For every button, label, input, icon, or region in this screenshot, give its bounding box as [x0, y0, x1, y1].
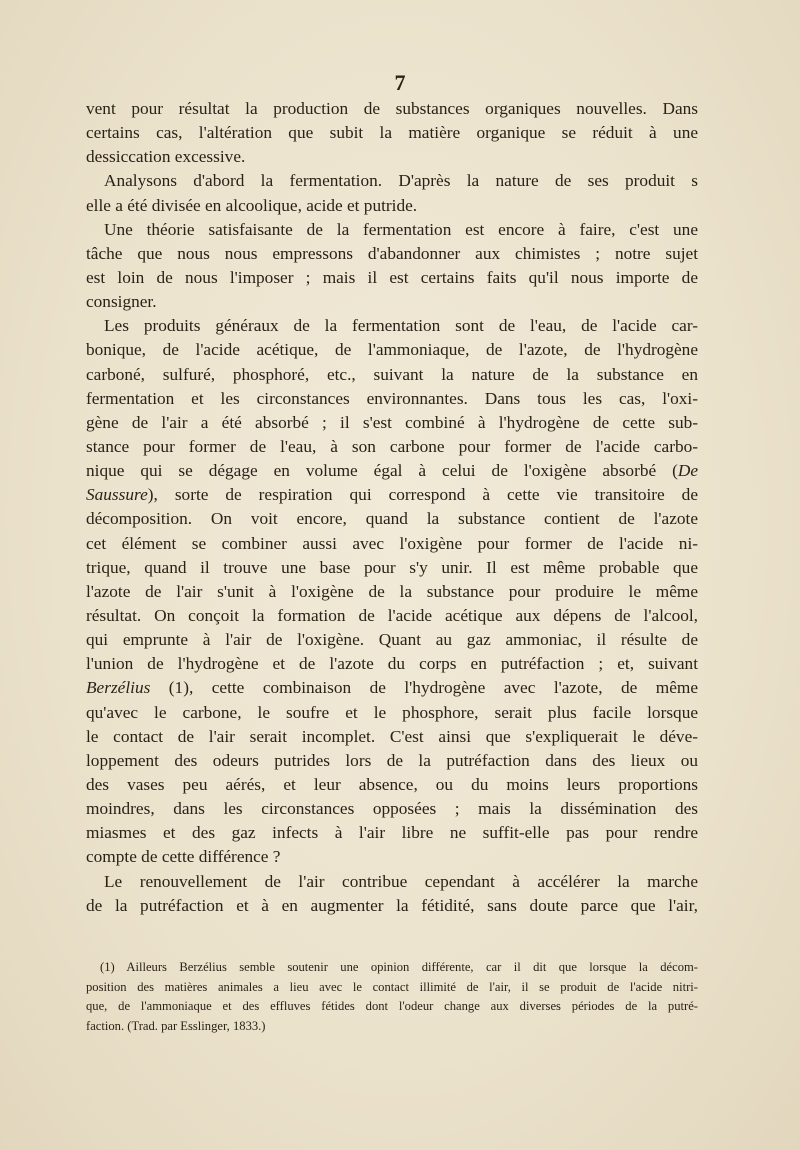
line-text: le contact de l'air serait incomplet. C'est ainsi que s'expliquerait le déve- — [86, 726, 698, 746]
text-line — [86, 676, 698, 700]
line-text: est loin de nous l'imposer ; mais il est certains faits qu'il nous importe de — [86, 267, 698, 287]
text-line — [86, 194, 698, 218]
line-text: certains cas, l'altération que subit la matière organique se réduit à une — [86, 123, 698, 143]
line-text: décomposition. On voit encore, quand la substance contient de l'azote — [86, 509, 698, 529]
line-text: cet élément se combiner aussi avec l'oxigène pour former de l'acide ni- — [86, 533, 698, 553]
footnote-line — [86, 978, 698, 998]
line-text: compte de cette différence ? — [86, 847, 281, 867]
text-line — [86, 870, 698, 894]
text-line — [86, 121, 698, 145]
footnote-line — [86, 997, 698, 1017]
page-number: 7 — [394, 70, 406, 95]
text-line — [86, 411, 698, 435]
text-line — [86, 97, 698, 121]
line-text: (1), cette combinaison de l'hydrogène avec l'azote, de même — [150, 678, 698, 698]
text-line — [86, 556, 698, 580]
line-text: gène de l'air a été absorbé ; il s'est combiné à l'hydrogène de cette sub- — [86, 412, 698, 432]
text-line — [86, 701, 698, 725]
text-line — [86, 532, 698, 556]
line-text: bonique, de l'acide acétique, de l'ammoniaque, de l'azote, de l'hydrogène — [86, 340, 698, 360]
line-text: de la putréfaction et à en augmenter la fétidité, sans doute parce que l'air, — [86, 895, 698, 915]
line-text: des vases peu aérés, et leur absence, ou du moins leurs proportions — [86, 774, 698, 794]
body-text — [86, 97, 698, 918]
line-text: faction. (Trad. par Esslinger, 1833.) — [86, 1018, 266, 1033]
italic-text: Saussure — [86, 485, 148, 505]
line-text: moindres, dans les circonstances opposées ; mais la dissémination des — [86, 799, 698, 819]
line-text: (1) Ailleurs Berzélius semble soutenir une opinion différente, car il dit que lorsque la décom- — [100, 960, 698, 974]
line-text: tâche que nous nous empressons d'abandonner aux chimistes ; notre sujet — [86, 243, 698, 263]
line-text: résultat. On conçoit la formation de l'acide acétique aux dépens de l'alcool, — [86, 605, 698, 625]
text-line — [86, 580, 698, 604]
line-text: Le renouvellement de l'air contribue cependant à accélérer la marche — [104, 871, 698, 891]
line-text: miasmes et des gaz infects à l'air libre ne suffit-elle pas pour rendre — [86, 823, 698, 843]
line-text: nique qui se dégage en volume égal à celui de l'oxigène absorbé ( — [86, 461, 678, 481]
line-text: que, de l'ammoniaque et des effluves fétides dont l'odeur change aux diverses périodes de la putré- — [86, 999, 698, 1013]
line-text: Les produits généraux de la fermentation sont de l'eau, de l'acide car- — [104, 316, 698, 336]
text-line — [86, 314, 698, 338]
line-text: ), sorte de respiration qui correspond à cette vie transitoire de — [147, 485, 698, 505]
text-line — [86, 628, 698, 652]
text-line — [86, 773, 698, 797]
text-line — [86, 749, 698, 773]
text-line — [86, 507, 698, 531]
text-line — [86, 338, 698, 362]
text-line — [86, 459, 698, 483]
text-line — [86, 604, 698, 628]
text-line — [86, 845, 698, 869]
line-text: position des matières animales a lieu avec le contact illimité de l'air, il se produit de l'acide nitri- — [86, 979, 698, 994]
text-line — [86, 821, 698, 845]
text-line — [86, 894, 698, 918]
footnote — [86, 958, 698, 1036]
line-text: dessiccation excessive. — [86, 147, 246, 167]
line-text: qu'avec le carbone, le soufre et le phosphore, serait plus facile lorsque — [86, 702, 698, 722]
text-line — [86, 266, 698, 290]
line-text: l'union de l'hydrogène et de l'azote du corps en putréfaction ; et, suivant — [86, 654, 698, 674]
text-line — [86, 483, 698, 507]
line-text: fermentation et les circonstances environnantes. Dans tous les cas, l'oxi- — [86, 388, 698, 408]
text-line — [86, 725, 698, 749]
text-line — [86, 387, 698, 411]
line-text: loppement des odeurs putrides lors de la putréfaction dans des lieux ou — [86, 750, 698, 770]
line-text: consigner. — [86, 292, 157, 312]
footnote-line — [86, 1017, 698, 1037]
text-line — [86, 797, 698, 821]
line-text: Analysons d'abord la fermentation. D'après la nature de ses produit s — [104, 171, 698, 191]
line-text: l'azote de l'air s'unit à l'oxigène de la substance pour produire le même — [86, 581, 698, 601]
footnote-line — [86, 958, 698, 978]
line-text: Une théorie satisfaisante de la fermentation est encore à faire, c'est une — [104, 219, 698, 239]
text-line — [86, 435, 698, 459]
line-text: stance pour former de l'eau, à son carbone pour former de l'acide carbo- — [86, 436, 698, 456]
text-line — [86, 242, 698, 266]
line-text: qui emprunte à l'air de l'oxigène. Quant au gaz ammoniac, il résulte de — [86, 630, 698, 650]
line-text: vent pour résultat la production de substances organiques nouvelles. Dans — [86, 99, 698, 118]
line-text: elle a été divisée en alcoolique, acide et putride. — [86, 195, 418, 215]
italic-text: De — [677, 461, 698, 481]
line-text: trique, quand il trouve une base pour s'y unir. Il est même probable que — [86, 557, 698, 577]
text-line — [86, 290, 698, 314]
text-line — [86, 652, 698, 676]
italic-text: Berzélius — [86, 678, 151, 698]
text-line — [86, 145, 698, 169]
line-text: carboné, sulfuré, phosphoré, etc., suivant la nature de la substance en — [86, 364, 698, 384]
text-line — [86, 363, 698, 387]
text-line — [86, 218, 698, 242]
text-line — [86, 169, 698, 193]
